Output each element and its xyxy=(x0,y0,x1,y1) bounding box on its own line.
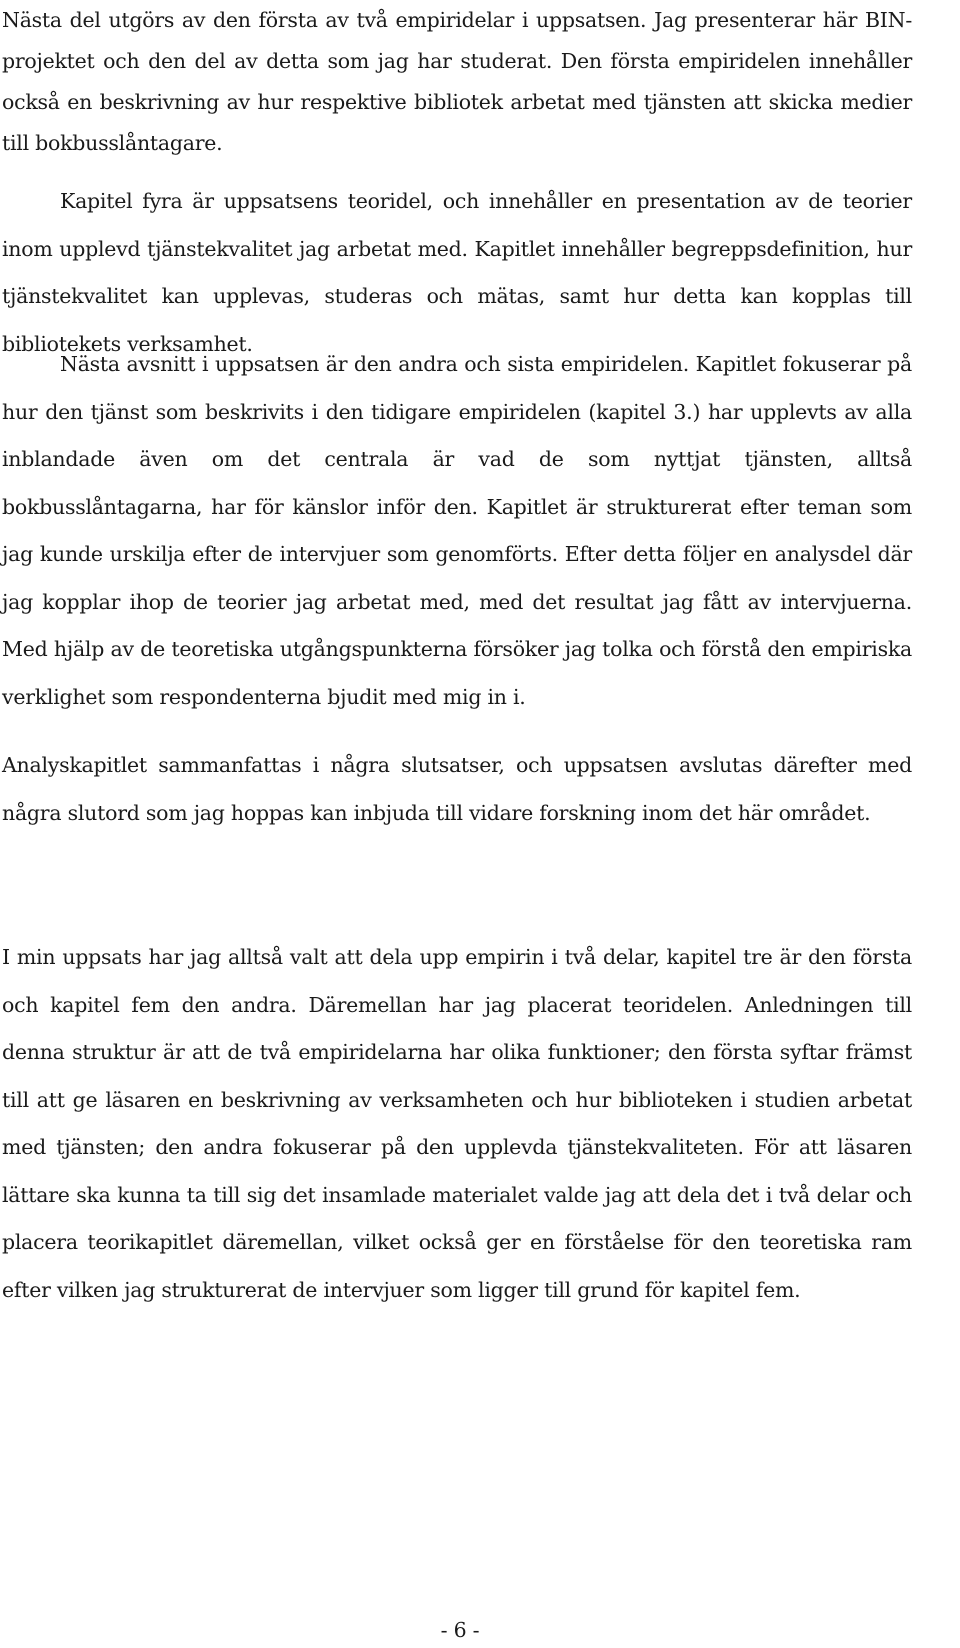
page-number: - 6 - xyxy=(440,1618,480,1642)
paragraph-chapter-four-theory: Kapitel fyra är uppsatsens teoridel, och innehåller en presentation av de teorier inom upplevd tjänstekvalitet jag arbetat med. Kapitlet innehåller begreppsdefinition, hur tjänstekvalitet kan upplevas, studeras och mätas, samt hur detta kan kopplas till bibliotekets verksamhet. xyxy=(2,189,912,356)
paragraph-analysis-conclusions: Analyskapitlet sammanfattas i några slutsatser, och uppsatsen avslutas därefter med några slutord som jag hoppas kan inbjuda till vidare forskning inom det här området. xyxy=(2,753,912,825)
paragraph-first-empirical-part: Nästa del utgörs av den första av två empiridelar i uppsatsen. Jag presenterar här BIN-projektet och den del av detta som jag har studerat. Den första empiridelen innehåller också en beskrivning av hur respektive bibliotek arbetat med tjänsten att skicka medier till bokbusslåntagare. xyxy=(2,8,912,155)
paragraph-second-empirical-part: Nästa avsnitt i uppsatsen är den andra och sista empiridelen. Kapitlet fokuserar på hur den tjänst som beskrivits i den tidigare empiridelen (kapitel 3.) har upplevts av alla inblandade även om det centrala är vad de som nyttjat tjänsten, alltså bokbusslåntagarna, har för känslor inför den. Kapitlet är strukturerat efter teman som jag kunde urskilja efter de intervjuer som genomförts. Efter detta följer en analysdel där jag kopplar ihop de teorier jag arbetat med, med det resultat jag fått av intervjuerna. Med hjälp av de teoretiska utgångspunkterna försöker jag tolka och förstå den empiriska verklighet som respondenterna bjudit med mig in i. xyxy=(2,352,912,709)
paragraph-structure-rationale: I min uppsats har jag alltså valt att dela upp empirin i två delar, kapitel tre är den första och kapitel fem den andra. Däremellan har jag placerat teoridelen. Anledningen till denna struktur är att de två empiridelarna har olika funktioner; den första syftar främst till att ge läsaren en beskrivning av verksamheten och hur biblioteken i studien arbetat med tjänsten; den andra fokuserar på den upplevda tjänstekvaliteten. För att läsaren lättare ska kunna ta till sig det insamlade materialet valde jag att dela det i två delar och placera teorikapitlet däremellan, vilket också ger en förståelse för den teoretiska ram efter vilken jag strukturerat de intervjuer som ligger till grund för kapitel fem. xyxy=(2,945,912,1302)
